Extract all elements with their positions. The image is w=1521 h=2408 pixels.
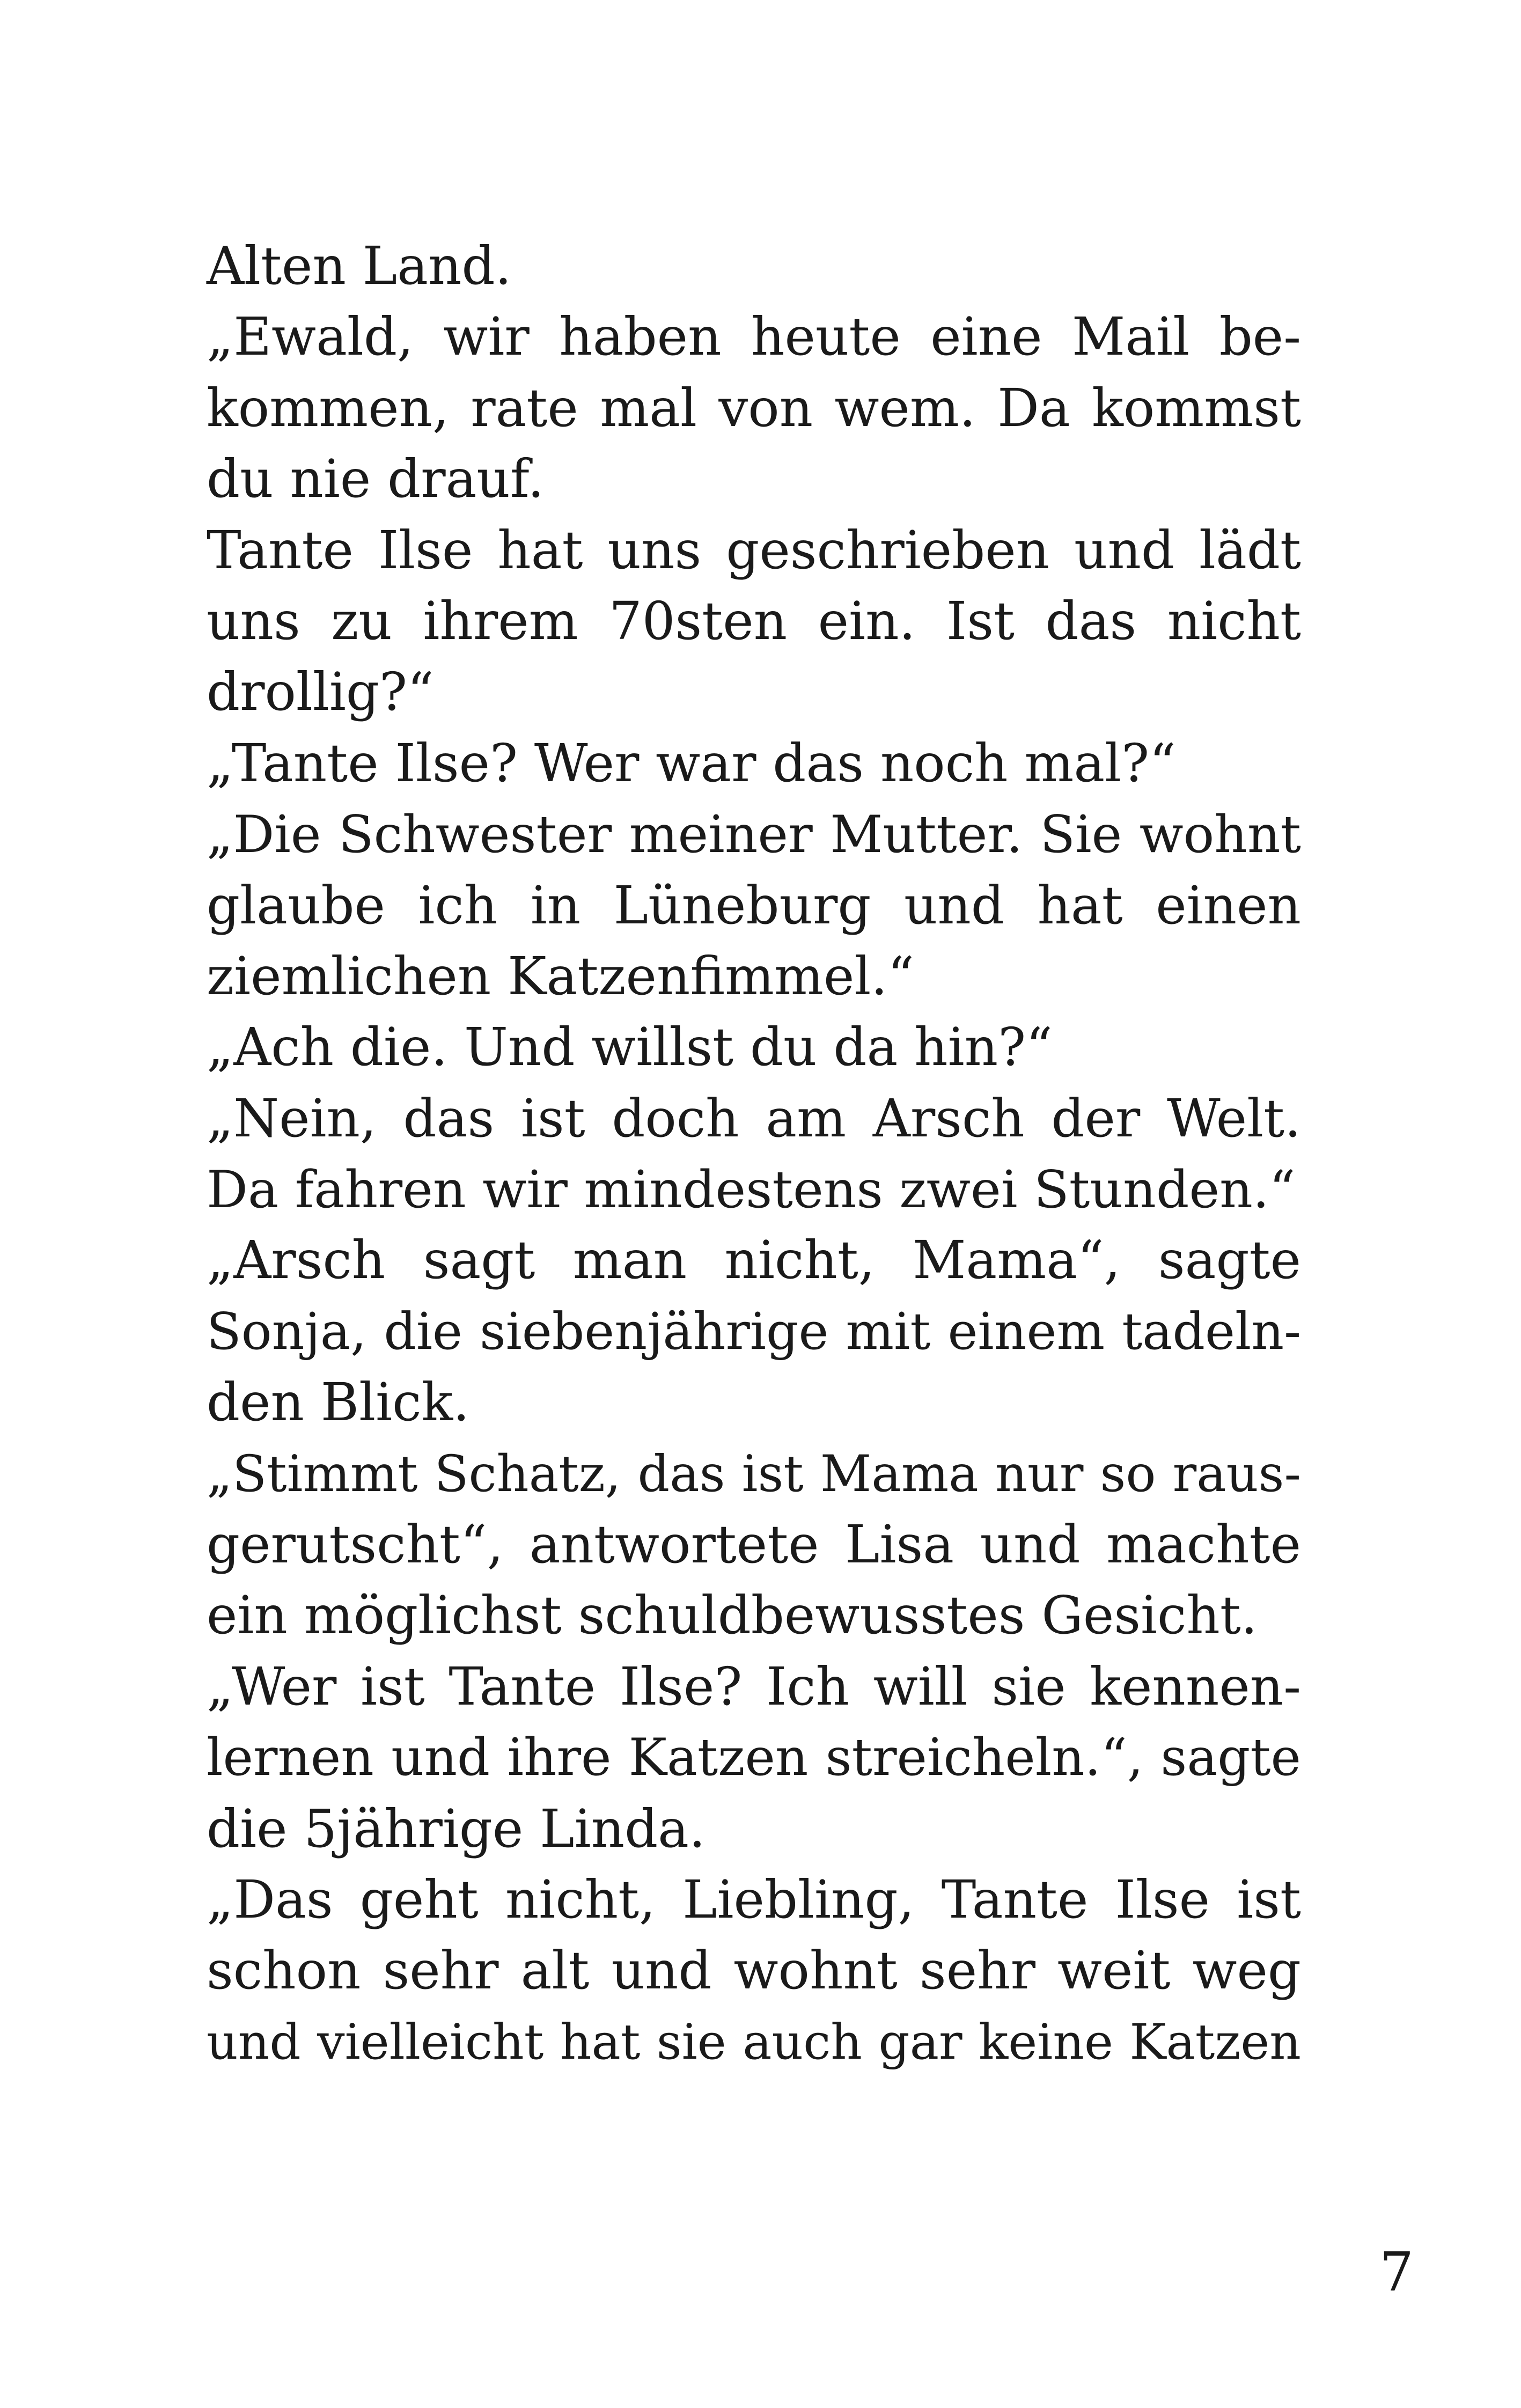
text-line: die 5jährige Linda. <box>207 1798 706 1859</box>
text-line: Da fahren wir mindestens zwei Stunden.“ <box>207 1159 1296 1220</box>
body-text <box>207 231 1301 2077</box>
text-line: Sonja, die siebenjährige mit einem tadeln- <box>207 1302 1301 1361</box>
text-line: „Stimmt Schatz, das ist Mama nur so raus- <box>207 1444 1301 1503</box>
text-line: „Nein, das ist doch am Arsch der Welt. <box>207 1088 1301 1149</box>
text-line: lernen und ihre Katzen streicheln.“, sagte <box>207 1728 1301 1788</box>
text-line: „Arsch sagt man nicht, Mama“, sagte <box>207 1230 1301 1291</box>
text-line: drollig?“ <box>207 662 434 723</box>
text-line: „Ach die. Und willst du da hin?“ <box>207 1017 1053 1078</box>
text-line: kommen, rate mal von wem. Da kommst <box>207 377 1301 438</box>
text-line: „Ewald, wir haben heute eine Mail be- <box>207 306 1301 368</box>
text-line: ziemlichen Katzenfimmel.“ <box>207 945 914 1007</box>
text-line: schon sehr alt und wohnt sehr weit weg <box>207 1940 1301 2001</box>
text-line: „Tante Ilse? Wer war das noch mal?“ <box>207 732 1176 794</box>
text-line: uns zu ihrem 70sten ein. Ist das nicht <box>207 590 1301 651</box>
text-line: und vielleicht hat sie auch gar keine Katzen <box>207 2013 1301 2071</box>
text-line: „Wer ist Tante Ilse? Ich will sie kennen- <box>207 1656 1301 1717</box>
text-line: gerutscht“, antwortete Lisa und machte <box>207 1514 1301 1575</box>
text-line: Tante Ilse hat uns geschrieben und lädt <box>207 519 1301 581</box>
page-number: 7 <box>1379 2241 1414 2303</box>
text-line: „Die Schwester meiner Mutter. Sie wohnt <box>207 804 1301 865</box>
text-line: Alten Land. <box>207 236 512 296</box>
text-line: glaube ich in Lüneburg und hat einen <box>207 875 1301 936</box>
text-line: „Das geht nicht, Liebling, Tante Ilse ist <box>207 1869 1301 1930</box>
text-line: den Blick. <box>207 1372 470 1433</box>
text-line: ein möglichst schuldbewusstes Gesicht. <box>207 1585 1258 1646</box>
text-line: du nie drauf. <box>207 449 545 510</box>
